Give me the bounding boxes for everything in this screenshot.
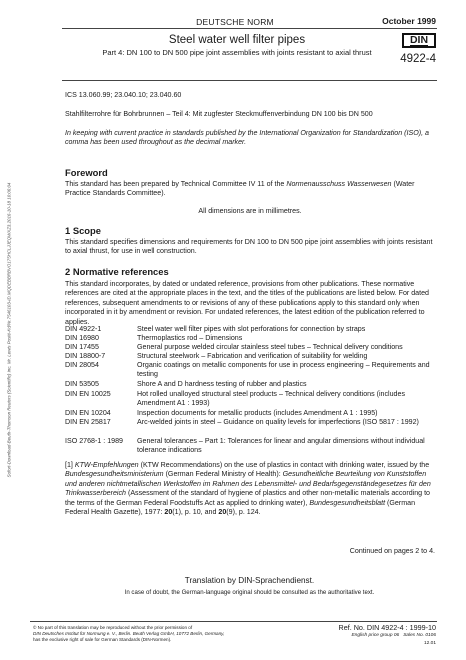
footer-rule — [30, 621, 437, 622]
reference-title: General tolerances – Part 1: Tolerances for linear and angular dimensions without individual tolerance indications — [137, 437, 425, 455]
reference-number: Ref. No. DIN 4922-4 : 1999-10 — [338, 623, 436, 632]
reference-title: Hot rolled unalloyed structural steel products – Technical delivery conditions (includes Amendment A1 : 1993) — [137, 390, 405, 408]
copyright-line: DIN Deutsches Institut für Normung e. V., Berlin. Beuth Verlag GmbH, 10772 Berlin, Germany, — [33, 630, 225, 636]
reference-code: ISO 2768-1 : 1989 — [65, 437, 123, 445]
copyright-line: © No part of this translation may be reproduced without the prior permission of — [33, 625, 193, 630]
footnote-text: (German Federal Ministry of Health): — [163, 470, 283, 479]
footnote-italic: KTW-Empfehlungen — [74, 461, 139, 469]
translation-credit: Translation by DIN-Sprachendienst. — [184, 576, 315, 585]
foreword-text-part: (Water Practice Standards Committee). — [65, 180, 415, 198]
footnote-text: (German Federal Health Gazette), 1977: — [65, 498, 416, 517]
dimensions-note: All dimensions are in millimetres. — [198, 207, 302, 215]
reference-code: DIN EN 10204 — [65, 409, 111, 417]
footnote-italic: Bundesgesundheitsministerium — [65, 470, 164, 479]
reference-title: Arc-welded joints in steel – Guidance on quality levels for imperfections (ISO 5817 : 1992) — [137, 418, 419, 426]
price-group: English price group 06 — [351, 633, 400, 639]
reference-code: DIN 28054 — [65, 361, 99, 369]
reference-title: Inspection documents for metallic products (includes Amendment A 1 : 1995) — [137, 409, 378, 417]
reference-code: DIN 53505 — [65, 380, 99, 388]
footnote-text: (Assessment of the standard of hygiene of plastics and other non-metallic materials according to the terms of the German Federal Foodstuffs Act as applied to drinking water), — [65, 489, 430, 507]
reference-code: DIN 17455 — [65, 343, 99, 351]
din-logo-text: DIN — [409, 34, 429, 46]
reference-title: Structural steelwork – Fabrication and verification of suitability for welding — [137, 352, 368, 360]
reference-title: Shore A and D hardness testing of rubber and plastics — [137, 380, 307, 388]
reference-code: DIN 4922-1 — [65, 325, 102, 333]
normative-references-heading: 2 Normative references — [65, 266, 169, 277]
foreword-heading: Foreword — [65, 167, 108, 178]
reference-code: DIN 18800-7 — [65, 352, 106, 360]
copyright-notice — [33, 625, 273, 642]
reference-code: DIN EN 25817 — [65, 418, 111, 426]
footnote-italic: Bundesgesundheitsblatt — [309, 498, 386, 507]
footnote-volume: 20 — [218, 508, 227, 517]
footnote-volume: 20 — [164, 508, 173, 517]
continued-note: Continued on pages 2 to 4. — [349, 547, 435, 555]
scope-heading: 1 Scope — [65, 225, 101, 236]
title-rule — [62, 80, 437, 81]
reference-code: DIN 16980 — [65, 334, 99, 342]
reference-code: DIN EN 10025 — [65, 390, 111, 398]
reference-title: Thermoplastics rod – Dimensions — [137, 334, 243, 342]
sidebar-text: Sofort-Download-Beuth-Thomson Reuters (Scientific) Inc. Mr. Lewis Posté-Kd/Nr.7546103-ID.MQDEBBRBVO175HCLJJEQWXZ3.2016-10-18 10:06:04 — [6, 182, 12, 478]
footer-code: 12.01 — [423, 641, 436, 647]
sales-number: Sales No. 0106 — [403, 633, 436, 639]
ics-codes: ICS 13.060.99; 23.040.10; 23.040.60 — [65, 91, 182, 99]
foreword-text — [65, 180, 435, 199]
translation-disclaimer: In case of doubt, the German-language original should be consulted as the authoritative text. — [124, 589, 375, 596]
copyright-line: has the exclusive right of sale for German Standards (DIN-Normen). — [33, 636, 172, 642]
reference-title: Organic coatings on metallic components for use in process engineering – Requirements and testing — [137, 361, 430, 379]
document-subtitle: Part 4: DN 100 to DN 500 pipe joint assemblies with joints resistant to axial thrust — [102, 48, 372, 57]
foreword-text-part: This standard has been prepared by Technical Committee IV 11 of the — [65, 180, 287, 188]
footnote-italic: Gesundheitliche Beurteilung von Kunststoffen und anderen nichtmetallischen Werkstoffen im Rahmen des Lebensmittel- und Bedarfsgegenständegesetzes für den Trinkwasserbereich — [65, 470, 431, 498]
sidebar-download-stamp — [2, 0, 16, 660]
reference-title: Steel water well filter pipes with slot perforations for connection by straps — [137, 325, 366, 333]
footnote-text: (9), p. 124. — [226, 508, 261, 517]
header-rule — [62, 28, 437, 29]
document-title: Steel water well filter pipes — [168, 34, 306, 46]
footnote-marker: [1] — [65, 461, 75, 469]
standard-body-label: DEUTSCHE NORM — [196, 17, 274, 27]
din-logo — [402, 33, 436, 48]
scope-text: This standard specifies dimensions and requirements for DN 100 to DN 500 pipe joint assemblies with joints resistant to axial thrust, for use in well construction. — [65, 238, 433, 256]
decimal-marker-note: In keeping with current practice in standards published by the International Organization for Standardization (ISO), a comma has been used throughout as the decimal marker. — [65, 129, 429, 147]
footnote-text: (KTW Recommendations) on the use of plastics in contact with drinking water, issued by the — [138, 461, 430, 469]
reference-title: General purpose welded circular stainless steel tubes – Technical delivery conditions — [137, 343, 403, 351]
publication-date: October 1999 — [382, 16, 436, 26]
footnote-text: (1), p. 10, and — [172, 508, 219, 517]
price-and-sales — [339, 632, 436, 640]
reference-number-block — [339, 624, 436, 649]
ktw-footnote — [65, 461, 435, 517]
normative-references-text: This standard incorporates, by dated or undated reference, provisions from other publications. These normative references are cited at the appropriate places in the text, and the titles of the publications are listed below. For dated references, subsequent amendments to or revisions of any of these publications apply to this standard only when incorporated in it by amendment or revision. For undated references, the latest edition of the publication referred to applies. — [65, 280, 429, 326]
german-title: Stahlfilterrohre für Bohrbrunnen – Teil 4: Mit zugfester Steckmuffenverbindung DN 100 bis DN 500 — [65, 110, 373, 118]
document-number: 4922-4 — [400, 53, 436, 65]
committee-name: Normenausschuss Wasserwesen — [286, 180, 392, 188]
